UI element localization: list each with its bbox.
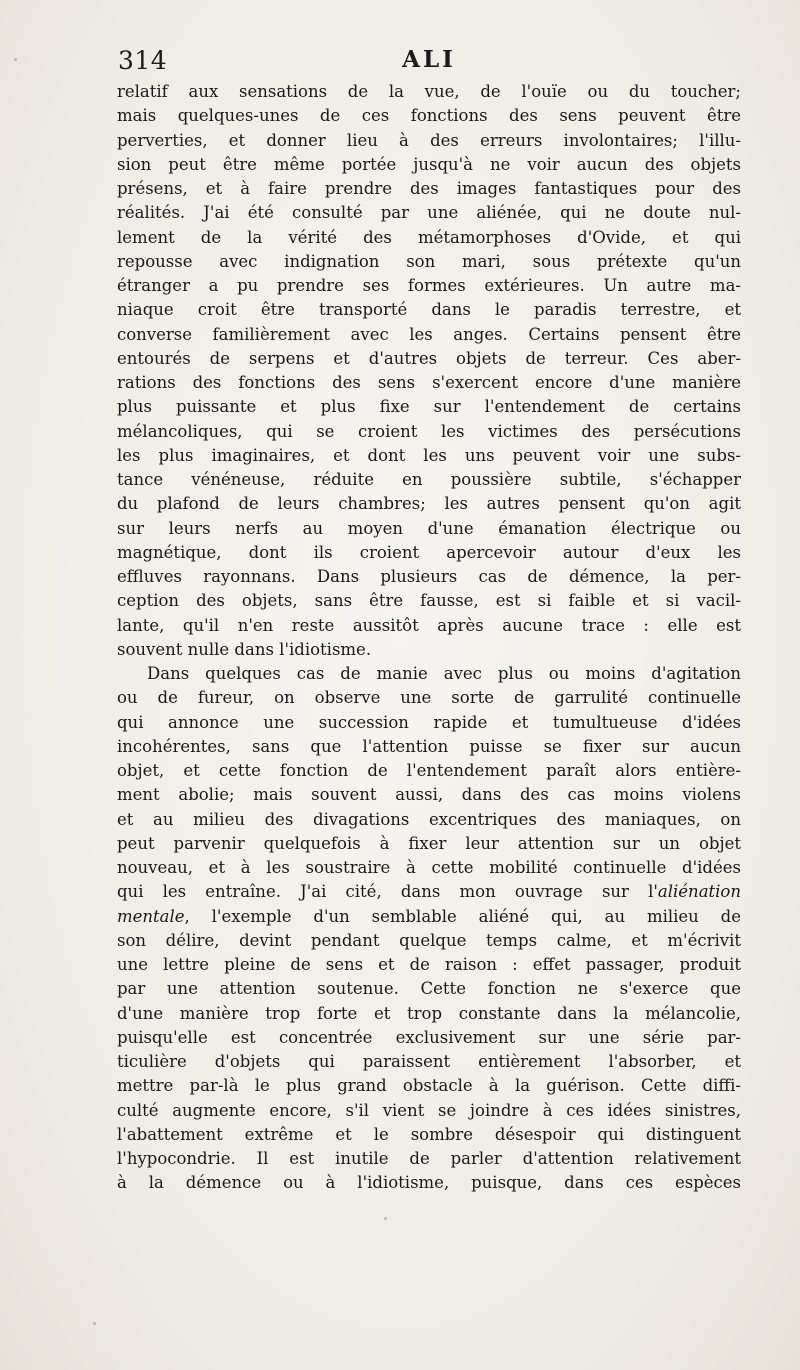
text-line: ticulière d'objets qui paraissent entièrement l'absorber, et bbox=[117, 1052, 741, 1071]
text-line: lante, qu'il n'en reste aussitôt après aucune trace : elle est bbox=[117, 615, 741, 635]
body-text bbox=[117, 80, 741, 1196]
text-line: les plus imaginaires, et dont les uns peuvent voir une subs- bbox=[117, 445, 741, 465]
running-title: ALI bbox=[402, 46, 456, 73]
text-line: mentale, l'exemple d'un semblable aliéné qui, au milieu de bbox=[117, 906, 741, 926]
text-line: souvent nulle dans l'idiotisme. bbox=[117, 639, 372, 659]
text-line: puisqu'elle est concentrée exclusivement sur une série par- bbox=[117, 1027, 741, 1047]
text-line: nouveau, et à les soustraire à cette mobilité continuelle d'idées bbox=[117, 858, 741, 877]
text-line: rations des fonctions des sens s'exercent encore d'une manière bbox=[117, 373, 741, 392]
text-line: Dans quelques cas de manie avec plus ou moins d'agitation bbox=[147, 664, 741, 683]
text-line: relatif aux sensations de la vue, de l'ouïe ou du toucher; bbox=[117, 82, 741, 101]
paper-speck bbox=[93, 1322, 96, 1325]
paper-speck bbox=[14, 58, 17, 61]
text-line: incohérentes, sans que l'attention puisse se fixer sur aucun bbox=[117, 736, 741, 756]
text-line: ment abolie; mais souvent aussi, dans des cas moins violens bbox=[117, 785, 741, 805]
text-line: qui les entraîne. J'ai cité, dans mon ouvrage sur l'aliénation bbox=[117, 882, 741, 902]
text-line: ception des objets, sans être fausse, est si faible et si vacil- bbox=[117, 591, 741, 611]
text-line: son délire, devint pendant quelque temps calme, et m'écrivit bbox=[117, 930, 741, 950]
text-line: culté augmente encore, s'il vient se joindre à ces idées sinistres, bbox=[117, 1100, 741, 1120]
text-line: qui annonce une succession rapide et tumultueuse d'idées bbox=[117, 712, 741, 732]
page-number: 314 bbox=[118, 46, 168, 75]
text-line: mais quelques-unes de ces fonctions des sens peuvent être bbox=[117, 106, 741, 126]
text-line: du plafond de leurs chambres; les autres pensent qu'on agit bbox=[117, 494, 741, 514]
text-line: entourés de serpens et d'autres objets de terreur. Ces aber- bbox=[117, 348, 741, 368]
text-line: mettre par-là le plus grand obstacle à la guérison. Cette diffi- bbox=[117, 1076, 741, 1096]
text-line: converse familièrement avec les anges. Certains pensent être bbox=[117, 324, 741, 344]
text-line: repousse avec indignation son mari, sous prétexte qu'un bbox=[117, 251, 741, 271]
text-line: par une attention soutenue. Cette fonction ne s'exerce que bbox=[117, 979, 741, 999]
running-head bbox=[118, 46, 740, 80]
text-line: présens, et à faire prendre des images fantastiques pour des bbox=[117, 179, 741, 198]
text-line: objet, et cette fonction de l'entendement paraît alors entière- bbox=[117, 761, 741, 780]
text-line: l'hypocondrie. Il est inutile de parler d'attention relativement bbox=[117, 1149, 741, 1168]
text-line: sion peut être même portée jusqu'à ne voir aucun des objets bbox=[117, 154, 741, 174]
text-line: magnétique, dont ils croient apercevoir autour d'eux les bbox=[117, 542, 741, 562]
text-line: niaque croit être transporté dans le paradis terrestre, et bbox=[117, 300, 741, 320]
text-line: ou de fureur, on observe une sorte de garrulité continuelle bbox=[117, 688, 741, 708]
text-line: l'abattement extrême et le sombre désespoir qui distinguent bbox=[117, 1124, 741, 1144]
text-line: perverties, et donner lieu à des erreurs involontaires; l'illu- bbox=[117, 130, 741, 150]
text-line: et au milieu des divagations excentriques des maniaques, on bbox=[117, 809, 741, 829]
text-line: une lettre pleine de sens et de raison : effet passager, produit bbox=[117, 955, 741, 974]
text-line: réalités. J'ai été consulté par une aliénée, qui ne doute nul- bbox=[117, 203, 741, 223]
text-line: lement de la vérité des métamorphoses d'Ovide, et qui bbox=[117, 227, 741, 247]
text-line: étranger a pu prendre ses formes extérieures. Un autre ma- bbox=[117, 276, 741, 295]
text-line: mélancoliques, qui se croient les victimes des persécutions bbox=[117, 421, 741, 441]
text-line: peut parvenir quelquefois à fixer leur attention sur un objet bbox=[117, 833, 741, 853]
text-line: effluves rayonnans. Dans plusieurs cas de démence, la per- bbox=[117, 567, 741, 586]
text-line: à la démence ou à l'idiotisme, puisque, dans ces espèces bbox=[117, 1173, 741, 1193]
text-line: d'une manière trop forte et trop constante dans la mélancolie, bbox=[117, 1003, 741, 1023]
text-line: plus puissante et plus fixe sur l'entendement de certains bbox=[117, 397, 741, 417]
text-line: tance vénéneuse, réduite en poussière subtile, s'échapper bbox=[117, 470, 741, 489]
paragraph bbox=[117, 80, 741, 662]
paragraph bbox=[117, 662, 741, 1196]
paper-speck bbox=[384, 1217, 387, 1220]
text-line: sur leurs nerfs au moyen d'une émanation électrique ou bbox=[117, 518, 741, 538]
